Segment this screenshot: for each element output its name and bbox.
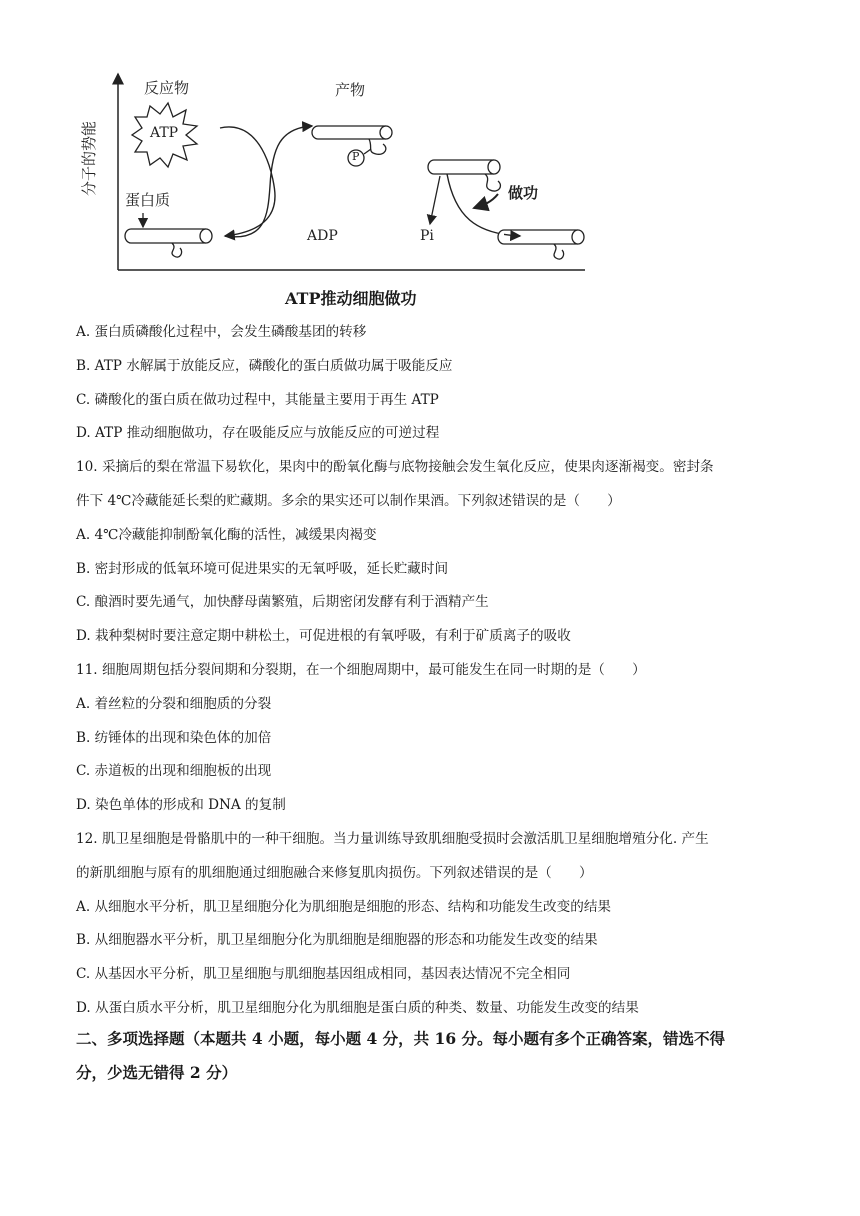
option-line: D. 栽种梨树时要注意定期中耕松土，可促进根的有氧呼吸，有利于矿质离子的吸收 [76,628,571,645]
protein-cylinder-final [498,230,584,259]
option-line: C. 赤道板的出现和细胞板的出现 [76,763,272,780]
label-phosphate: P [352,150,360,163]
option-line: A. 从细胞水平分析，肌卫星细胞分化为肌细胞是细胞的形态、结构和功能发生改变的结果 [76,898,612,915]
option-line: B. 密封形成的低氧环境可促进果实的无氧呼吸，延长贮藏时间 [76,560,449,577]
work-arrow [474,194,498,208]
label-y-axis: 分子的势能 [80,120,98,196]
label-pi: Pi [420,228,434,244]
arrow-atp-to-adp [220,127,275,236]
label-product: 产物 [335,81,366,99]
option-line: A. 蛋白质磷酸化过程中，会发生磷酸基团的转移 [76,324,367,340]
option-line: B. 从细胞器水平分析，肌卫星细胞分化为肌细胞是细胞器的形态和功能发生改变的结果 [76,932,598,949]
protein-cylinder-working [428,160,500,191]
option-line: D. 从蛋白质水平分析，肌卫星细胞分化为肌细胞是蛋白质的种类、数量、功能发生改变的结果 [76,999,639,1016]
label-work: 做功 [508,184,539,202]
option-line: C. 从基因水平分析，肌卫星细胞与肌细胞基因组成相同，基因表达情况不完全相同 [76,966,571,983]
option-line: C. 磷酸化的蛋白质在做功过程中，其能量主要用于再生 ATP [76,391,439,408]
protein-cylinder-left [125,213,212,257]
question-stem-12-cont: 的新肌细胞与原有的肌细胞通过细胞融合来修复肌肉损伤。下列叙述错误的是（ ） [76,864,593,881]
option-line: C. 酿酒时要先通气，加快酵母菌繁殖，后期密闭发酵有利于酒精产生 [76,594,489,611]
arrow-to-pi [430,176,440,224]
label-adp: ADP [307,228,338,244]
section-heading-line: 二、多项选择题（本题共 4 小题，每小题 4 分，共 16 分。每小题有多个正确答案，错选不得 [76,1029,726,1048]
option-line: A. 4℃冷藏能抑制酚氧化酶的活性，减缓果肉褐变 [76,526,377,543]
option-line: D. ATP 推动细胞做功，存在吸能反应与放能反应的可逆过程 [76,425,440,442]
option-line: B. ATP 水解属于放能反应，磷酸化的蛋白质做功属于吸能反应 [76,357,453,374]
question-stem-10-cont: 件下 4℃冷藏能延长梨的贮藏期。多余的果实还可以制作果酒。下列叙述错误的是（ ） [76,492,621,509]
option-line: B. 纺锤体的出现和染色体的加倍 [76,729,272,746]
figure-caption: ATP推动细胞做功 [285,289,417,308]
question-text [76,316,796,1026]
section-heading-line: 分，少选无错得 2 分） [76,1063,238,1082]
option-line: A. 着丝粒的分裂和细胞质的分裂 [76,695,272,712]
question-stem-11: 11. 细胞周期包括分裂间期和分裂期，在一个细胞周期中，最可能发生在同一时期的是（ ） [76,661,646,678]
arrow-protein-to-product [225,126,312,237]
question-stem-10: 10. 采摘后的梨在常温下易软化，果肉中的酚氧化酶与底物接触会发生氧化反应，使果肉逐渐褐变。密封条 [76,459,714,476]
option-line: D. 染色单体的形成和 DNA 的复制 [76,797,286,814]
question-stem-12: 12. 肌卫星细胞是骨骼肌中的一种干细胞。当力量训练导致肌细胞受损时会激活肌卫星细胞增殖分化. 产生 [76,830,709,847]
atp-diagram [80,66,620,311]
label-reactant: 反应物 [144,79,190,97]
label-atp: ATP [150,125,179,141]
label-protein: 蛋白质 [125,191,171,209]
section-heading [76,1022,791,1090]
